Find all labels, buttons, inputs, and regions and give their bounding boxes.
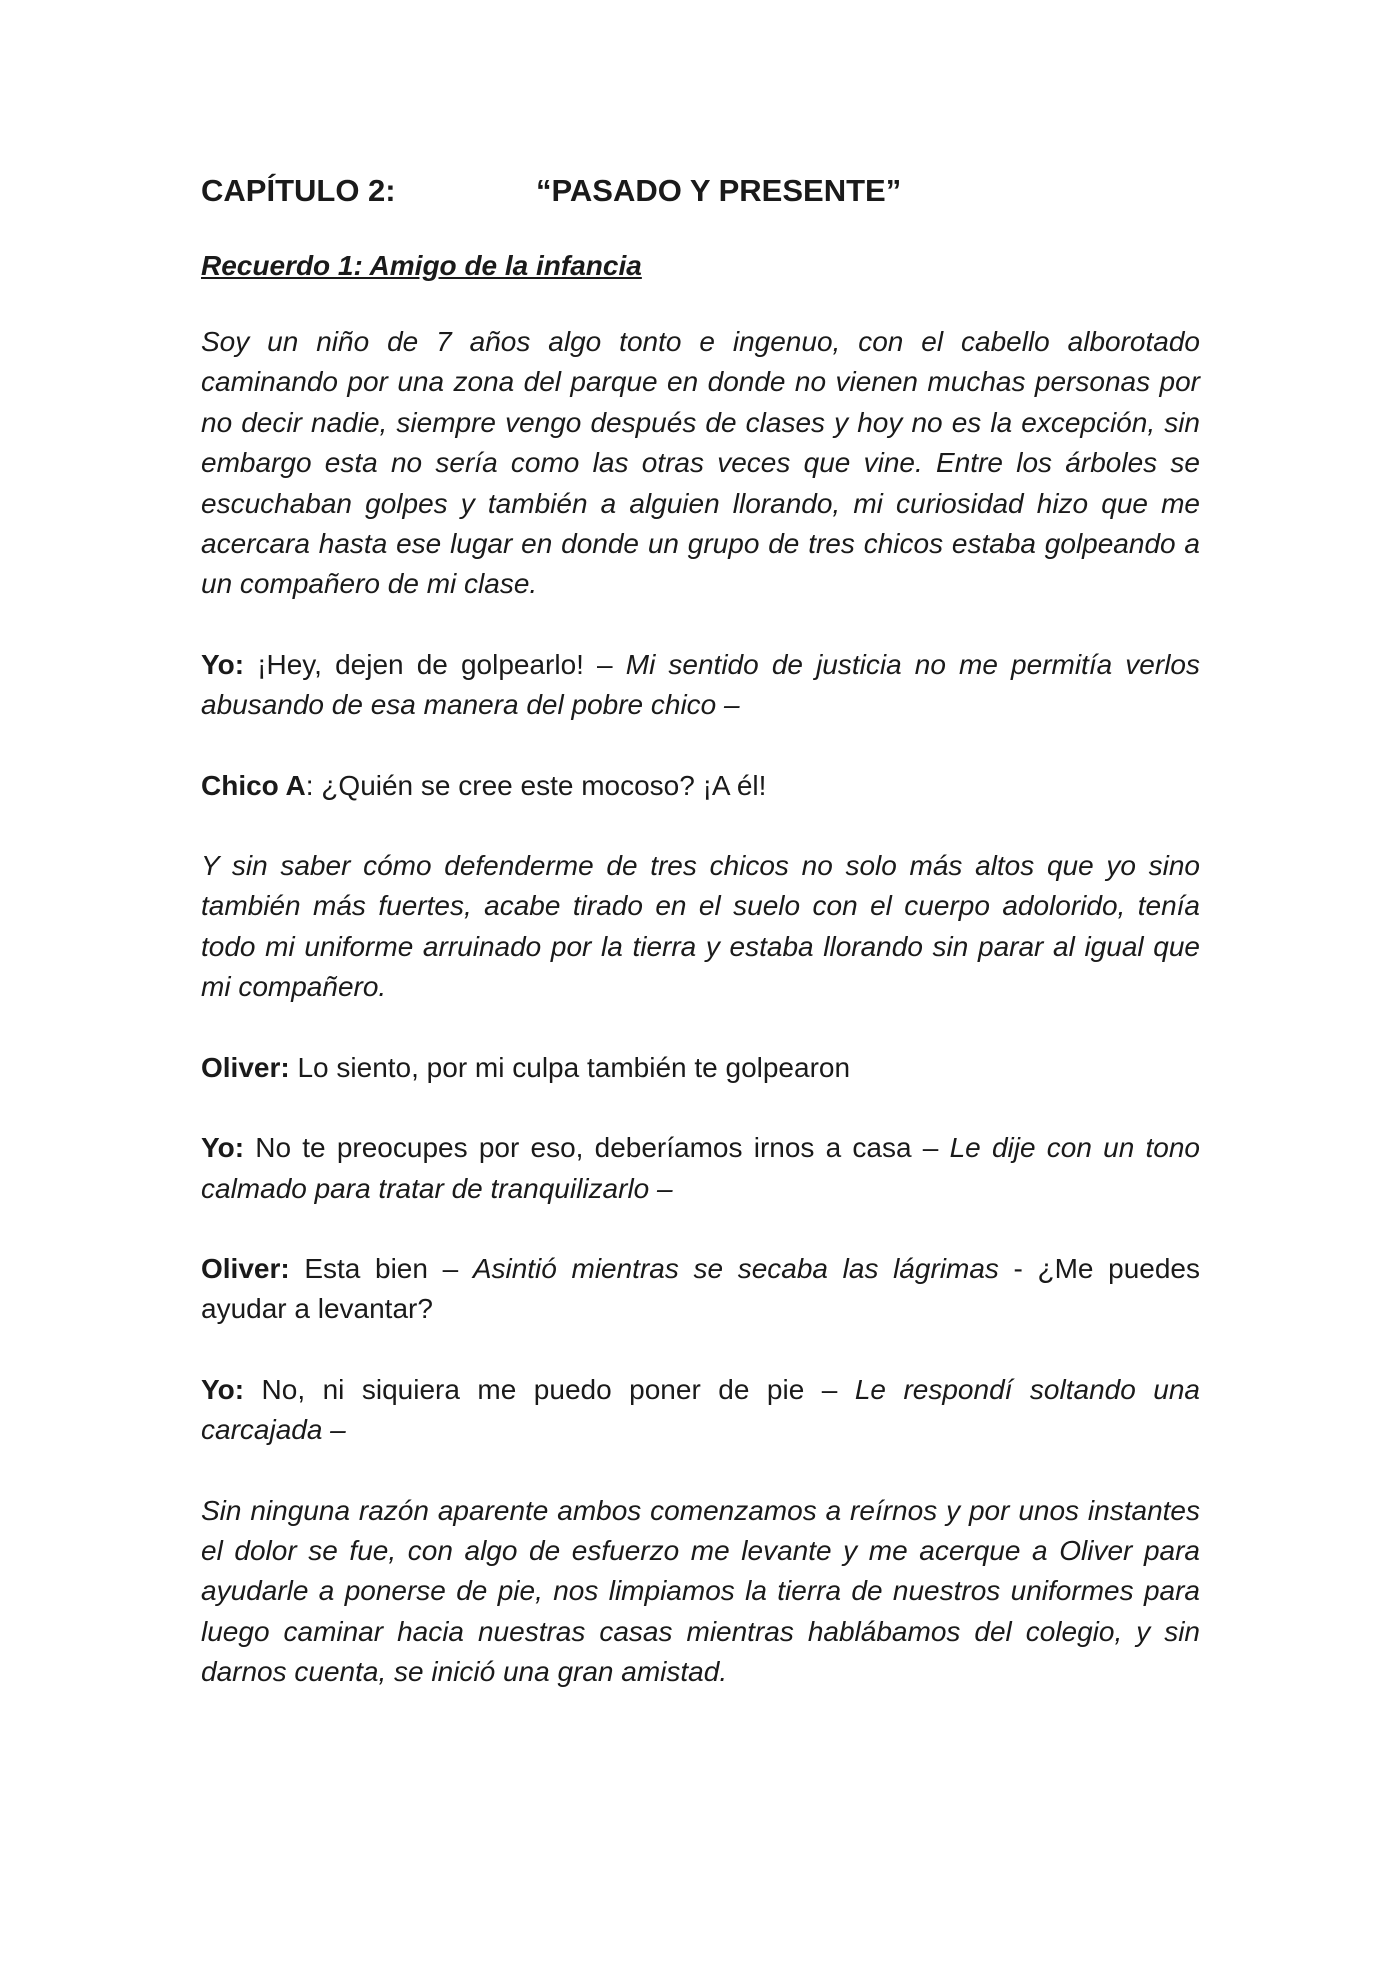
speech-text: : ¿Quién se cree este mocoso? ¡A él!	[305, 769, 767, 801]
speech-text: No, ni siquiera me puedo poner de pie –	[244, 1373, 855, 1405]
speaker-name: Oliver:	[201, 1252, 290, 1284]
speech-text: Lo siento, por mi culpa también te golpearon	[289, 1051, 851, 1083]
section-subtitle: Recuerdo 1: Amigo de la infancia	[201, 250, 642, 281]
action-text: Le respondí soltando una carcajada –	[201, 1373, 1200, 1446]
dialogue-line	[201, 1249, 1200, 1330]
narration-paragraph: Sin ninguna razón aparente ambos comenzamos a reírnos y por unos instantes el dolor se fue, con algo de esfuerzo me levante y me acerque a Oliver para ayudarle a ponerse de pie, nos limpiamos la tierra de nuestros uniformes para luego caminar hacia nuestras casas mientras hablábamos del colegio, y sin darnos cuenta, se inició una gran amistad.	[201, 1494, 1200, 1688]
speaker-name: Yo:	[201, 1373, 245, 1405]
speaker-name: Yo:	[201, 648, 245, 680]
speech-text: No te preocupes por eso, deberíamos irnos a casa –	[244, 1132, 950, 1164]
action-text: Asintió mientras se secaba las lágrimas	[472, 1252, 999, 1284]
speech-text: - ¿Me puedes ayudar a levantar?	[201, 1252, 1201, 1325]
chapter-label: CAPÍTULO 2:	[201, 173, 396, 208]
document-page	[201, 162, 1200, 1693]
dialogue-line	[201, 1048, 1200, 1088]
speaker-name: Chico A	[201, 769, 306, 801]
speech-text: ¡Hey, dejen de golpearlo! –	[244, 648, 626, 680]
action-text: Mi sentido de justicia no me permitía verlos abusando de esa manera del pobre chico –	[201, 648, 1200, 721]
speech-text: Esta bien –	[289, 1252, 473, 1284]
dialogue-line	[201, 1128, 1200, 1209]
narration-paragraph: Y sin saber cómo defenderme de tres chicos no solo más altos que yo sino también más fuertes, acabe tirado en el suelo con el cuerpo adolorido, tenía todo mi uniforme arruinado por la tierra y estaba llorando sin parar al igual que mi compañero.	[201, 850, 1200, 1003]
dialogue-line	[201, 645, 1200, 726]
dialogue-line	[201, 766, 1200, 806]
speaker-name: Yo:	[201, 1132, 245, 1164]
narration-paragraph: Soy un niño de 7 años algo tonto e ingenuo, con el cabello alborotado caminando por una zona del parque en donde no vienen muchas personas por no decir nadie, siempre vengo después de clases y hoy no es la excepción, sin embargo esta no sería como las otras veces que vine. Entre los árboles se escuchaban golpes y también a alguien llorando, mi curiosidad hizo que me acercara hasta ese lugar en donde un grupo de tres chicos estaba golpeando a un compañero de mi clase.	[201, 326, 1200, 600]
action-text: Le dije con un tono calmado para tratar de tranquilizarlo –	[201, 1132, 1200, 1204]
dialogue-line	[201, 1370, 1200, 1451]
speaker-name: Oliver:	[201, 1051, 290, 1083]
chapter-title: “PASADO Y PRESENTE”	[536, 173, 902, 208]
chapter-heading	[201, 162, 1200, 220]
